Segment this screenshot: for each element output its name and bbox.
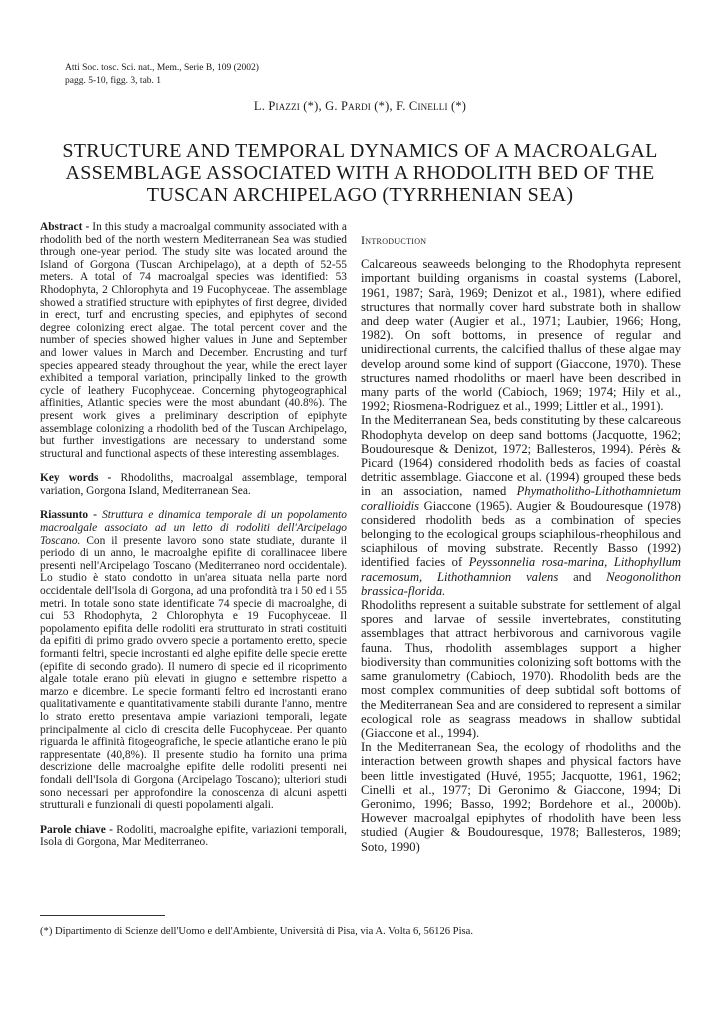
keywords-text: Rhodoliths, macroalgal assemblage, temporal variation, Gorgona Island, Mediterranean Sea.: [40, 472, 347, 497]
section-heading-introduction: Introduction: [361, 233, 427, 247]
riassunto-text: Con il presente lavoro sono state studiate, durante il periodo di un anno, le macroalghe epifite di corallinacee libere presenti nell'Arcipelago Toscano (Mediterraneo nord occidentale). Lo studio è stato condotto in un'area situata nella parte nord occidentale dell'Isola di Gorgona, ad una profondità tra i 50 ed i 55 metri. In totale sono state identificate 74 specie di macroalghe, di cui 53 Rhodophyta, 2 Chlorophyta e 19 Fucophyceae. Il popolamento epifita delle rodoliti era strutturato in strati costituiti da epifiti di primo grado ovvero specie a portamento eretto, specie formanti feltri, specie incrostanti ed alghe epifite delle specie erette (epifite di secondo grado). Il numero di specie ed il ricoprimento algale totale erano più elevati in giugno e settembre rispetto a marzo e dicembre. Le specie formanti feltro ed incrostanti erano qualitativamente e quantitativamente stabili durante l'anno, mentre lo strato eretto presentava ampie variazioni temporali, legate principalmente al ciclo di crescita delle Fucophyceae. Per quanto riguarda le affinità fitogeografiche, le specie atlantiche erano le più rappresentate (40,8%). Il presente studio ha fornito una prima descrizione delle macroalghe epifite delle rodoliti presenti nei fondali dell'Isola di Gorgona (Arcipelago Toscano); ulteriori studi sono necessari per approfondire la conoscenza di alcuni aspetti strutturali e funzionali di questi popolamenti algali.: [40, 534, 347, 812]
intro-paragraph-1: Calcareous seaweeds belonging to the Rhodophyta represent important building organisms in coastal systems (Laborel, 1961, 1987; Sarà, 1969; Denizot et al., 1981), where edified structures that normally cover hard substrate both in shallow and deep water (Augier et al., 1971; Laubier, 1966; Hong, 1982). On soft bottoms, in presence of regular and unidirectional currents, the calcified thallus of these algae may develop around some kind of support (Giaccone, 1970). These structures named rhodoliths or maerl have been described in many parts of the world (Cabioch, 1969; 1974; Hily et al., 1992; Riosmena-Rodriguez et al., 1999; Littler et al., 1991).: [361, 257, 681, 414]
left-column: [40, 221, 347, 861]
riassunto: [40, 509, 347, 811]
parole-label: Parole chiave -: [40, 823, 113, 836]
title-line-1: STRUCTURE AND TEMPORAL DYNAMICS OF A MACROALGAL: [62, 140, 658, 162]
intro-paragraph-4: In the Mediterranean Sea, the ecology of rhodoliths and the interaction between growth shapes and physical factors have been little investigated (Huvé, 1955; Jacquotte, 1961, 1962; Cinelli et al., 1977; Di Geronimo & Giaccone, 1994; Di Geronimo, 1996; Basso, 1992; Bordehore et al., 2000b). However macroalgal epiphytes of rhodolith have been less studied (Augier & Boudouresque, 1978; Ballesteros, 1989; Soto, 1990): [361, 740, 681, 854]
abstract-label: Abstract -: [40, 221, 90, 233]
intro-p2-part-a: In the Mediterranean Sea, beds constituting by these calcareous Rhodophyta develop on deep sand bottoms (Jacquotte, 1962; Boudouresque & Denizot, 1972; Ballesteros, 1994). Pérès & Picard (1964) considered rhodolith beds as facies of coastal detritic assemblage. Giaccone et al. (1994) grouped these beds in an association, named: [361, 413, 681, 499]
taxon-phymatholitho: Phymatholitho-Lithothamnietum corallioidis: [361, 484, 681, 513]
journal-citation: [65, 62, 259, 88]
riassunto-title: Struttura e dinamica temporale di un popolamento macroalgale associato ad un letto di rodoliti dell'Arcipelago Toscano.: [40, 509, 347, 547]
intro-paragraph-3: Rhodoliths represent a suitable substrate for settlement of algal spores and larvae of sessile invertebrates, constituting assemblages that attract herbivorous and carnivorous vagile fauna. Thus, rhodolith assemblages support a higher biodiversity than communities colonizing soft bottoms with the same granulometry (Cabioch, 1970). Rhodolith beds are the most complex communities of deep subtidal soft bottoms of the Mediterranean Sea and are considered to represent a similar ecological role as seagrass meadows in shallow subtidal (Giaccone et al., 1994).: [361, 598, 681, 740]
title-line-2: ASSEMBLAGE ASSOCIATED WITH A RHODOLITH BED OF THE: [65, 162, 655, 184]
abstract-text: In this study a macroalgal community associated with a rhodolith bed of the north western Mediterranean Sea was studied through one-year period. The study site was located around the Island of Gorgona (Tuscan Archipelago), at a depth of 52-55 meters. A total of 74 macroalgal species was identified: 53 Rhodophyta, 2 Chlorophyta and 19 Fucophyceae. The assemblage showed a stratified structure with epiphytes of first degree, divided in erect, turf and encrusting species, and epiphytes of second degree colonizing erect algae. The total percent cover and the number of species showed higher values in June and September and lower values in March and December. Encrusting and turf species appeared steady throughout the year, while the erect layer exhibited a temporal variation, principally linked to the growth cycle of leathery Fucophyceae. Concerning phytogeographical affinities, Atlantic species were the most abundant (40.8%). The present work gives a preliminary description of epiphyte assemblage colonizing a rhodolith bed of the Tuscan Archipelago, but further investigations are necessary to understand some structural and functional aspects of these interesting assemblages.: [40, 221, 347, 460]
abstract: [40, 221, 347, 460]
parole-text: Rodoliti, macroalghe epifite, variazioni temporali, Isola di Gorgona, Mar Mediterraneo.: [40, 823, 347, 849]
keywords: [40, 472, 347, 497]
footnote-rule: [40, 915, 165, 916]
authors-text: L. Piazzi (*), G. Pardi (*), F. Cinelli (*): [253, 99, 467, 113]
intro-p2-and: and: [573, 569, 592, 584]
affiliation-footnote: (*) Dipartimento di Scienze dell'Uomo e dell'Ambiente, Università di Pisa, via A. Volta 6, 56126 Pisa.: [40, 926, 473, 937]
right-column: [361, 221, 681, 854]
citation-line-1: Atti Soc. tosc. Sci. nat., Mem., Serie B, 109 (2002): [65, 63, 259, 73]
citation-line-2: pagg. 5-10, figg. 3, tab. 1: [65, 76, 162, 86]
riassunto-label: Riassunto -: [40, 509, 97, 522]
title-line-3: TUSCAN ARCHIPELAGO (TYRRHENIAN SEA): [146, 184, 574, 206]
parole-chiave: [40, 824, 347, 849]
keywords-label: Key words -: [40, 472, 112, 485]
paper-title: [40, 140, 680, 206]
intro-paragraph-2: [361, 413, 681, 598]
taxon-neogonolithon: Neogonolithon brassica-florida.: [361, 569, 681, 598]
taxa-facies-list: Peyssonnelia rosa-marina, Lithophyllum racemosum, Lithothamnion valens: [361, 555, 681, 584]
author-list: [0, 99, 720, 114]
intro-p2-part-b: Giaccone (1965). Augier & Boudouresque (1978) considered rhodolith beds as a combination of species belonging to the ecological groups sciaphilous-rheophilous and sciaphilous of moving substrate. Recently Basso (1992) identified facies of: [361, 498, 681, 570]
